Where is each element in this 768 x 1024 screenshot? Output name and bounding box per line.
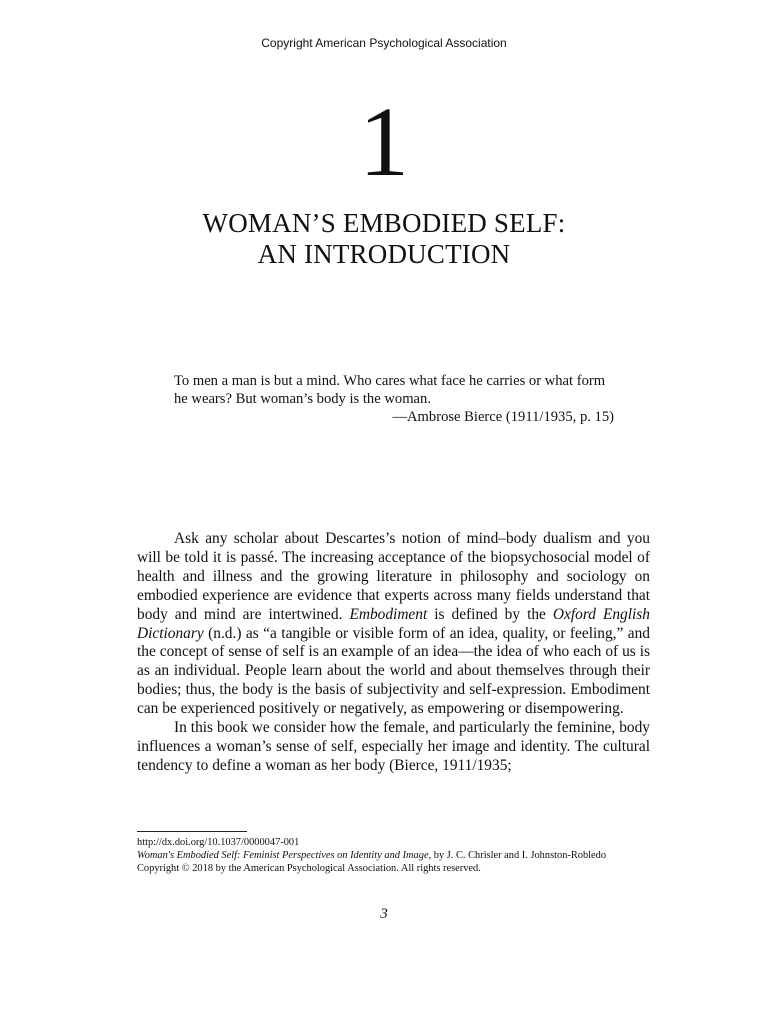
epigraph-line-1: To men a man is but a mind. Who cares what face he carries or what form [174,373,606,389]
footnote [137,836,657,876]
paragraph-1-part-a: Ask any scholar about Descartes’s notion of mind–body dualism and you will be told it is passé. The increasing acceptance of the biopsychosocial model of health and illness and the growing literature in philosophy and sociology on embodied experience are evidence that experts across many fields understand that body and mind are intertwined. [137,530,650,623]
paragraph-1-part-b: is defined by the [427,605,553,623]
chapter-title-line-2: AN INTRODUCTION [257,239,511,269]
footnote-doi-link[interactable]: http://dx.doi.org/10.1037/0000047-001 [137,837,300,848]
chapter-number: 1 [359,86,409,197]
epigraph-attribution: —Ambrose Bierce (1911/1935, p. 15) [392,409,614,425]
footnote-rule [137,831,247,832]
footnote-authors: , by J. C. Chrisler and I. Johnston-Robledo [428,850,607,862]
chapter-title-line-1: WOMAN’S EMBODIED SELF: [202,208,566,238]
source-oed: Oxford English Dictionary [137,605,650,642]
footnote-citation [137,849,657,862]
footnote-book-title: Woman's Embodied Self: Feminist Perspectives on Identity and Image [137,850,429,862]
footnote-copyright: Copyright © 2018 by the American Psychological Association. All rights reserved. [137,863,481,875]
paragraph-2: In this book we consider how the female, and particularly the feminine, body influences a woman’s sense of self, especially her image and identity. The cultural tendency to define a woman as her body (Bierce, 1911/1935; [137,719,650,774]
epigraph-line-2: he wears? But woman’s body is the woman. [174,391,431,407]
body-text [137,530,650,776]
paragraph-1 [137,530,650,719]
copyright-header: Copyright American Psychological Association [261,36,507,50]
page-number: 3 [380,906,388,922]
chapter-title [0,208,768,270]
epigraph [174,372,614,426]
paragraph-1-part-c: (n.d.) as “a tangible or visible form of an idea, quality, or feeling,” and the concept of sense of self is an example of an idea—the idea of who each of us is as an individual. People learn about the world and about themselves through their bodies; thus, the body is the basis of subjectivity and self-expression. Embodiment can be experienced positively or negatively, as empowering or disempowering. [137,624,650,718]
term-embodiment: Embodiment [349,605,428,623]
